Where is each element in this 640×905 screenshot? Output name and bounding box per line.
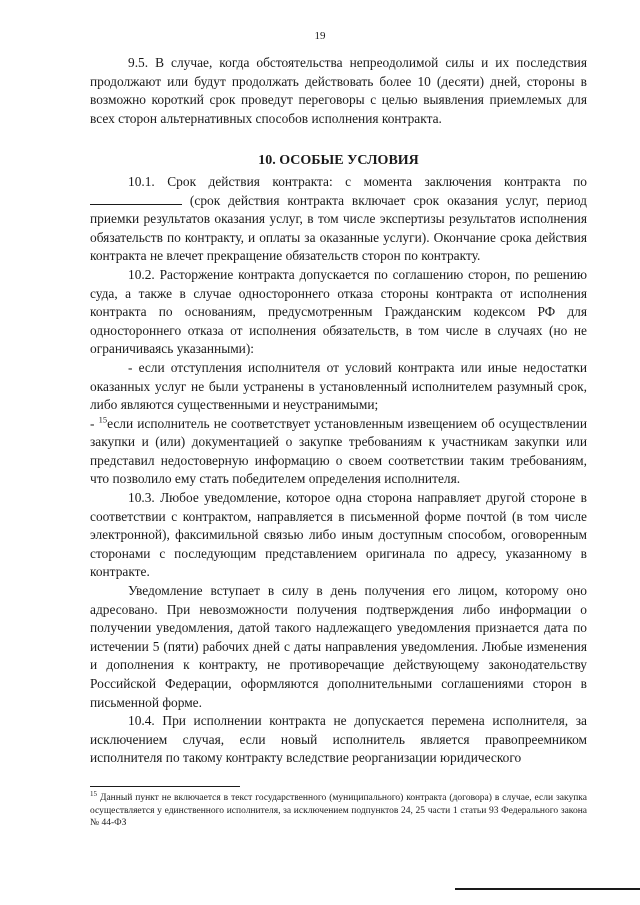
clause-10-2: 10.2. Расторжение контракта допускается по соглашению сторон, по решению суда, а также в случае одностороннего отказа стороны контракта от исполнения контракта по основаниям, предусмотренным Гражданским кодексом РФ для одностороннего отказа от исполнения обязательств, в том числе в случаях (но не ограничиваясь указанными): (90, 266, 587, 357)
bullet-deviations: - если отступления исполнителя от условий контракта или иные недостатки оказанных услуг не были устранены в установленный исполнителем разумный срок, либо являются существенными и неустранимыми; (90, 359, 587, 413)
clause-10-1 (90, 173, 587, 266)
footnote (90, 789, 587, 830)
clause-10-4: 10.4. При исполнении контракта не допускается перемена исполнителя, за исключением случая, если новый исполнитель является правопреемником исполнителя по такому контракту вследствие реорганизации юридического (90, 713, 587, 766)
document-body (90, 54, 587, 768)
clause-10-1-end: (срок действия контракта включает срок оказания услуг, период приемки результатов оказания услуг, в том числе экспертизы результатов исполнения обязательств по контракту, и оплаты за оказанные услуги). Окончание срока действия контракта не влечет прекращение обязательств сторон по контракту. (90, 192, 587, 264)
bullet-noncompliance (90, 415, 587, 489)
clause-10-3: 10.3. Любое уведомление, которое одна сторона направляет другой стороне в соответствии с контрактом, направляется в письменной форме почтой (в том числе электронной), факсимильной связью либо иным доступным способом, оговоренным сторонами с последующим представлением оригинала по адресу, указанному в контракте. (90, 490, 587, 580)
clause-10-1-start: 10.1. Срок действия контракта: с момента заключения контракта по (128, 173, 587, 189)
section-title: 10. ОСОБЫЕ УСЛОВИЯ (258, 153, 419, 169)
footnote-text: Данный пункт не включается в текст государственного (муниципального) контракта (договора) в случае, если закупка осуществляется у единственного исполнителя, за исключением подпунктов 24, 25 части 1 статьи 93 Федерального закона № 44-ФЗ (90, 793, 587, 828)
blank-field (90, 193, 182, 205)
footnote-ref: 15 (98, 414, 108, 425)
bullet-text: если исполнитель не соответствует установленным извещением об осуществлении закупки и (или) документацией о закупке требованиям к участникам закупки или представил недостоверную информацию о своем соответствии таким требованиям, что позволило ему стать победителем определения исполнителя. (90, 415, 587, 487)
notice-paragraph: Уведомление вступает в силу в день получения его лицом, которому оно адресовано. При невозможности получения подтверждения либо информации о получении уведомления, датой такого надлежащего уведомления признается дата по истечении 5 (пяти) рабочих дней с даты направления уведомления. Любые изменения и дополнения к контракту, не противоречащие действующему законодательству Российской Федерации, оформляются дополнительными соглашениями сторон в письменной форме. (90, 583, 587, 710)
footnote-marker: 15 (90, 789, 97, 798)
clause-9-5: 9.5. В случае, когда обстоятельства непреодолимой силы и их последствия продолжают или будут продолжать действовать более 10 (десяти) дней, стороны в возможно короткий срок проведут переговоры с целью выявления приемлемых для всех сторон альтернативных способов исполнения контракта. (90, 55, 587, 126)
bullet-prefix: - (90, 415, 99, 431)
footnote-divider (90, 786, 240, 787)
scan-edge-line (455, 888, 640, 890)
page-number: 19 (314, 30, 326, 42)
